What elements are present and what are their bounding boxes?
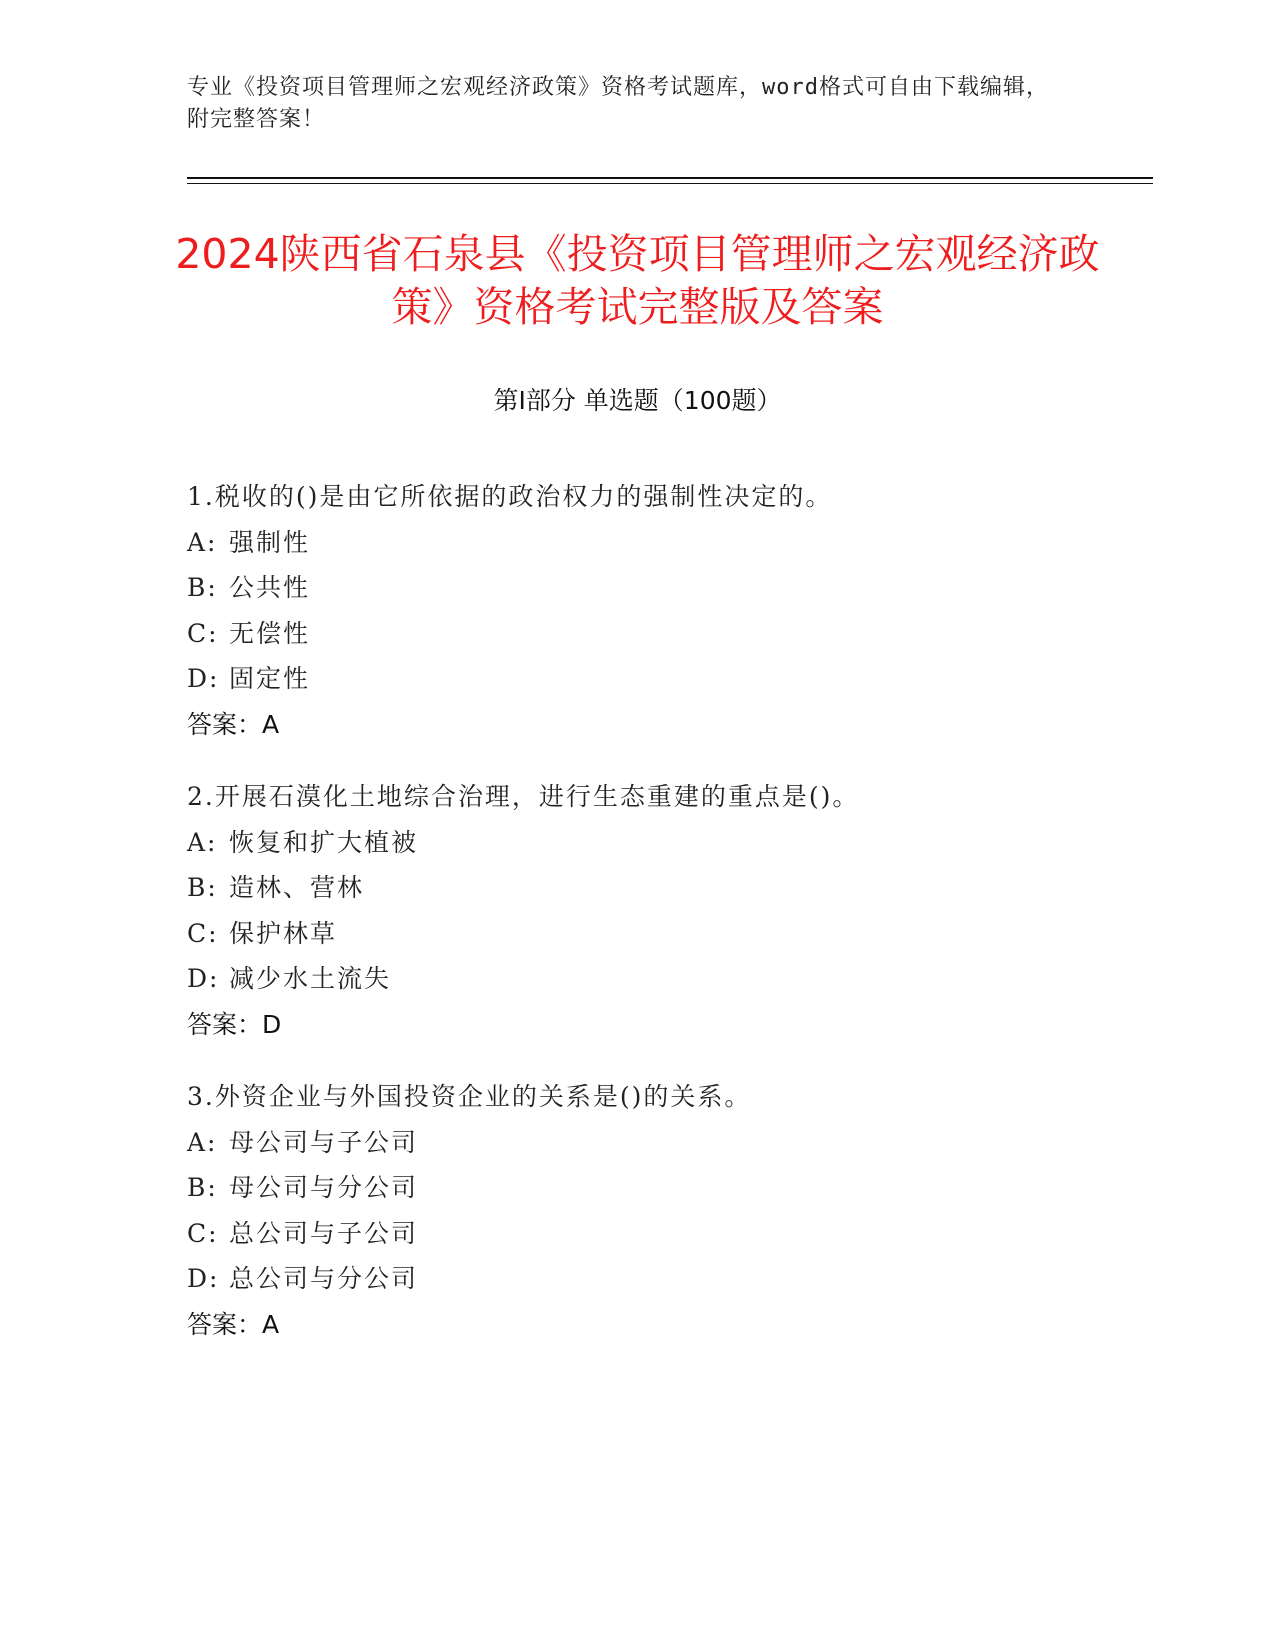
option-b <box>187 565 1147 611</box>
option-d <box>187 956 1147 1002</box>
answer-value: A <box>262 1309 280 1339</box>
header-rule-thick <box>187 177 1153 179</box>
answer-value: A <box>262 709 280 739</box>
option-letter: A: <box>187 827 218 857</box>
question-stem: 1.税收的()是由它所依据的政治权力的强制性决定的。 <box>187 482 833 511</box>
option-text: 公共性 <box>229 573 311 602</box>
option-text: 恢复和扩大植被 <box>229 827 419 857</box>
answer <box>187 702 1147 748</box>
option-text: 无偿性 <box>229 618 311 648</box>
option-letter: C: <box>187 1218 219 1248</box>
document-title: 2024陕西省石泉县《投资项目管理师之宏观经济政策》资格考试完整版及答案 <box>175 230 1100 331</box>
option-text: 总公司与分公司 <box>229 1264 419 1293</box>
option-text: 母公司与分公司 <box>229 1173 419 1202</box>
option-letter: A: <box>187 1127 218 1157</box>
option-text: 总公司与子公司 <box>229 1218 419 1248</box>
option-a <box>187 1120 1147 1166</box>
option-c <box>187 611 1147 657</box>
header-rule-thin <box>187 183 1153 184</box>
header-note: 专业《投资项目管理师之宏观经济政策》资格考试题库，word格式可自由下载编辑，附完整答案！ <box>187 75 1049 132</box>
answer-label: 答案： <box>187 709 263 739</box>
answer-label: 答案： <box>187 1309 263 1339</box>
question-stem: 3.外资企业与外国投资企业的关系是()的关系。 <box>187 1082 752 1111</box>
question-stem: 2.开展石漠化土地综合治理，进行生态重建的重点是()。 <box>187 782 860 811</box>
option-letter: C: <box>187 918 219 948</box>
option-letter: B: <box>187 1173 218 1202</box>
option-c <box>187 1211 1147 1257</box>
option-d <box>187 1256 1147 1302</box>
option-a <box>187 820 1147 866</box>
question-3 <box>187 1074 1147 1347</box>
option-text: 造林、营林 <box>229 873 365 902</box>
option-letter: A: <box>187 527 218 557</box>
option-d <box>187 656 1147 702</box>
option-text: 保护林草 <box>229 918 338 948</box>
answer-label: 答案： <box>187 1009 263 1039</box>
option-b <box>187 1165 1147 1211</box>
option-b <box>187 865 1147 911</box>
question-2 <box>187 774 1147 1047</box>
option-text: 母公司与子公司 <box>229 1127 419 1157</box>
option-c <box>187 911 1147 957</box>
section-heading: 第Ⅰ部分 单选题（100题） <box>493 386 782 415</box>
option-letter: B: <box>187 573 218 602</box>
option-letter: D: <box>187 1264 220 1293</box>
option-letter: C: <box>187 618 219 648</box>
option-a <box>187 520 1147 566</box>
option-text: 减少水土流失 <box>229 964 392 993</box>
question-1 <box>187 474 1147 747</box>
option-letter: B: <box>187 873 218 902</box>
option-letter: D: <box>187 664 220 693</box>
option-letter: D: <box>187 964 220 993</box>
option-text: 固定性 <box>229 664 311 693</box>
option-text: 强制性 <box>229 527 311 557</box>
answer-value: D <box>262 1009 282 1039</box>
answer <box>187 1302 1147 1348</box>
question-list <box>187 474 1147 1374</box>
answer <box>187 1002 1147 1048</box>
